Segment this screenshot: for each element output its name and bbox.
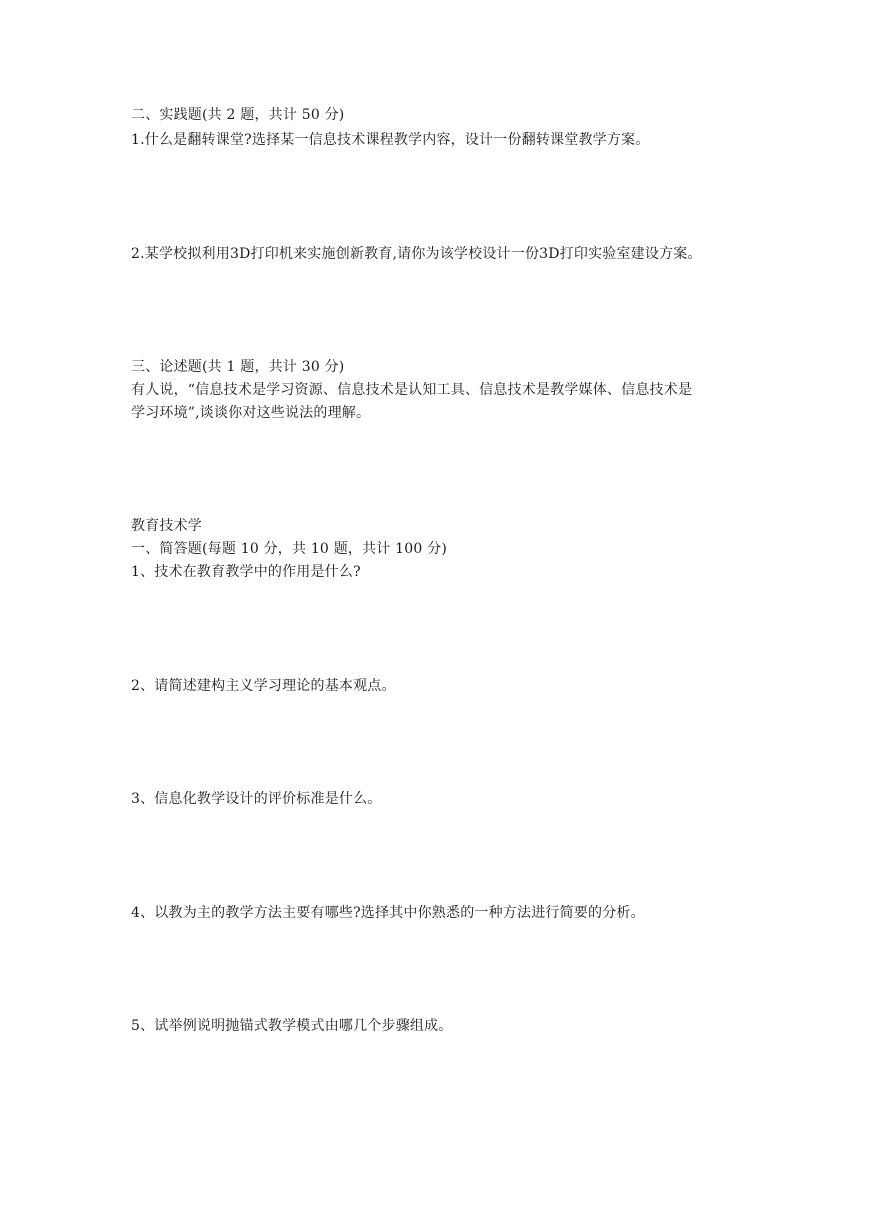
short-answer-question-1: 1、技术在教育教学中的作用是什么? [131,564,361,580]
short-answer-question-2: 2、请简述建构主义学习理论的基本观点。 [131,678,396,694]
short-answer-question-3: 3、信息化教学设计的评价标准是什么。 [131,791,382,807]
section-1-heading: 一、简答题(每题 10 分，共 10 题，共计 100 分) [131,541,447,557]
short-answer-question-5: 5、试举例说明抛锚式教学模式由哪几个步骤组成。 [131,1018,453,1034]
essay-question-line-1: 有人说，“信息技术是学习资源、信息技术是认知工具、信息技术是教学媒体、信息技术是 [131,382,693,398]
section-2-heading: 二、实践题(共 2 题，共计 50 分) [131,107,345,123]
short-answer-question-4: 4、以教为主的教学方法主要有哪些?选择其中你熟悉的一种方法进行简要的分析。 [131,905,645,921]
practice-question-2: 2.某学校拟利用3D打印机来实施创新教育,请你为该学校设计一份3D打印实验室建设方案。 [131,246,702,262]
practice-question-1: 1.什么是翻转课堂?选择某一信息技术课程教学内容，设计一份翻转课堂教学方案。 [131,132,650,148]
course-title: 教育技术学 [131,518,202,534]
section-3-heading: 三、论述题(共 1 题，共计 30 分) [131,359,345,375]
essay-question-line-2: 学习环境”,谈谈你对这些说法的理解。 [131,405,371,421]
